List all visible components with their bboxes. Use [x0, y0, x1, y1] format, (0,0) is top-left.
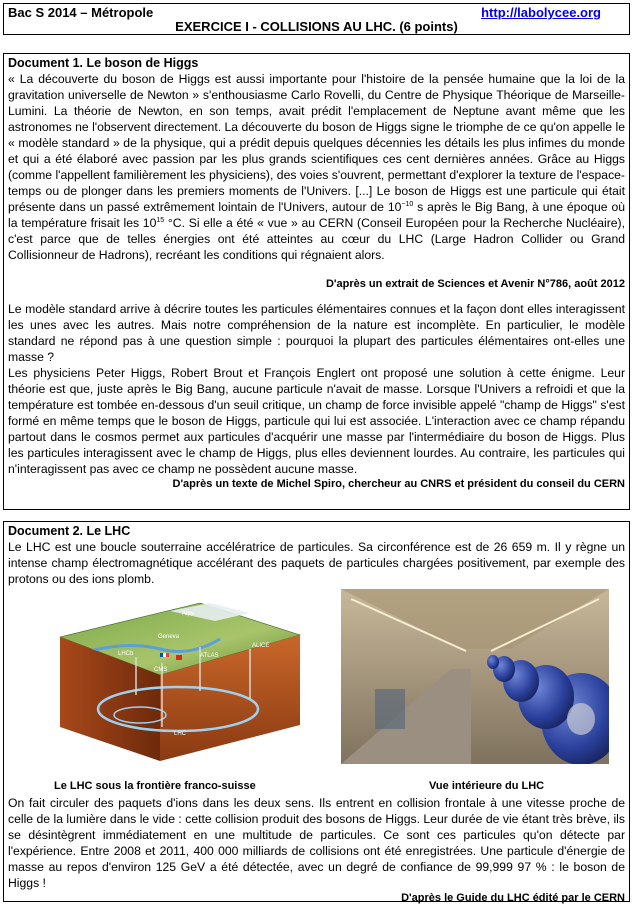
label-lhcb: LHCb: [118, 651, 134, 657]
document-2: [3, 521, 630, 902]
label-geneva: Geneva: [158, 634, 180, 640]
flag-switzerland-icon: [176, 655, 182, 660]
document-2-paragraph-1: Le LHC est une boucle souterraine accélératrice de particules. Sa circonférence est de 26 659 m. Il y règne un intense champ électromagnétique accélérant des paquets de particules chargées positivement, par exemple des protons ou des ions plomb.: [8, 540, 625, 586]
document-1-title: Document 1. Le boson de Higgs: [8, 56, 199, 70]
document-1-paragraph-1: « La découverte du boson de Higgs est aussi importante pour l'histoire de la pensée humaine que la loi de la gravitation universelle de Newton » s'enthousiasme Carlo Rovelli, du Centre de Physique Théorique de Marseille-Lumini. La théorie de Newton, en son temps, avait prédit l'emplacement de Neptune avant même que les astronomes ne l'observent directement. La découverte du boson de Higgs signe le triomphe de ce qu'on appelle le « modèle standard » de la physique, qui a prédit depuis quelques décennies les détails les plus infimes du monde et qui a été élaboré avec passion par les plus grands scientifiques ces cent dernières années. Grâce au Higgs (comme l'appellent familièrement les physiciens), des voies s'ouvrent, permettant d'explorer la texture de l'espace-temps ou de plonger dans les premiers moments de l'Univers. [...] Le boson de Higgs est une particule qui était présente dans un passé extrêmement lointain de l'Univers, autour de $10^{-10}$ s après le Big Bang, à une époque où la température frisait les $10^{15}$ °C. Si elle a été « vue » au CERN (Conseil Européen pour la Recherche Nucléaire), c'est parce que de telles énergies ont été atteintes au cœur du LHC (Large Hadron Collider ou Grand Collisionneur de Hadrons), recréant les conditions qui régnaient alors.: [8, 72, 626, 262]
lhc-map-illustration: [50, 591, 306, 763]
document-2-source: D'après le Guide du LHC édité par le CERN: [401, 892, 625, 904]
caption-map: Le LHC sous la frontière franco-suisse: [54, 780, 256, 792]
label-alice: ALICE: [252, 643, 270, 649]
document-1-source-1: D'après un extrait de Sciences et Avenir N°786, août 2012: [325, 278, 625, 290]
exponent-minus-10: −10: [401, 201, 414, 208]
document-2-title: Document 2. Le LHC: [8, 524, 131, 538]
label-cms: CMS: [154, 667, 168, 673]
figure-row: [8, 589, 625, 778]
lhc-tunnel-photo: [341, 589, 609, 764]
label-atlas: ATLAS: [200, 653, 219, 659]
exam-session: Bac S 2014 – Métropole: [8, 5, 154, 20]
flag-france-icon: [160, 653, 163, 657]
caption-photo: Vue intérieure du LHC: [429, 780, 545, 792]
document-1: [3, 53, 630, 510]
label-lhc: LHC: [174, 731, 187, 737]
labolycee-link[interactable]: http://labolycee.org: [481, 5, 601, 20]
document-1-paragraph-3: Les physiciens Peter Higgs, Robert Brout et François Englert ont proposé une solution à cette énigme. Leur théorie est que, juste après le Big Bang, aucune particule n'avait de masse. Lorsque l'Univers a refroidi et que la température est tombée en-dessous d'un seuil critique, un champ de force invisible appelé "champ de Higgs" s'est formé en même temps que le boson de Higgs, particule qui lui est associée. L'interaction avec ce champ répandu partout dans le cosmos permet aux particules d'acquérir une masse par l'intermédiaire du boson de Higgs. Plus les particules interagissent avec le champ de Higgs, plus elles deviennent lourdes. Au contraire, les particules qui n'interagissent pas avec ce champ ne possèdent aucune masse.: [8, 366, 625, 476]
exam-header: [3, 3, 630, 35]
exercise-title: EXERCICE I - COLLISIONS AU LHC. (6 points): [175, 19, 458, 34]
caption-row: [8, 778, 625, 795]
exponent-15: 15: [156, 217, 165, 224]
document-1-source-2: D'après un texte de Michel Spiro, chercheur au CNRS et président du conseil du CERN: [172, 478, 625, 490]
label-alps: Alps: [182, 611, 194, 617]
document-2-paragraph-2: On fait circuler des paquets d'ions dans les deux sens. Ils entrent en collision frontale à une vitesse proche de celle de la lumière dans le vide : cette collision produit des bosons de Higgs. Leur durée de vie étant très brève, ils se désintègrent immédiatement en une multitude de particules. Ce sont ces particules qu'on détecte par l'expérience. Entre 2008 et 2011, 400 000 milliards de collisions ont été enregistrées. Une particule d'énergie de masse au repos d'environ 125 GeV a été détectée, avec un degré de confiance de 99,999 97 % : le boson de Higgs !: [8, 796, 625, 890]
document-1-paragraph-2: Le modèle standard arrive à décrire toutes les particules élémentaires connues et la façon dont elles interagissent les unes avec les autres. Mais notre compréhension de la nature est incomplète. En particulier, le modèle standard ne répond pas à une question simple : pourquoi la plupart des particules élémentaires ont-elles une masse ?: [8, 302, 625, 364]
